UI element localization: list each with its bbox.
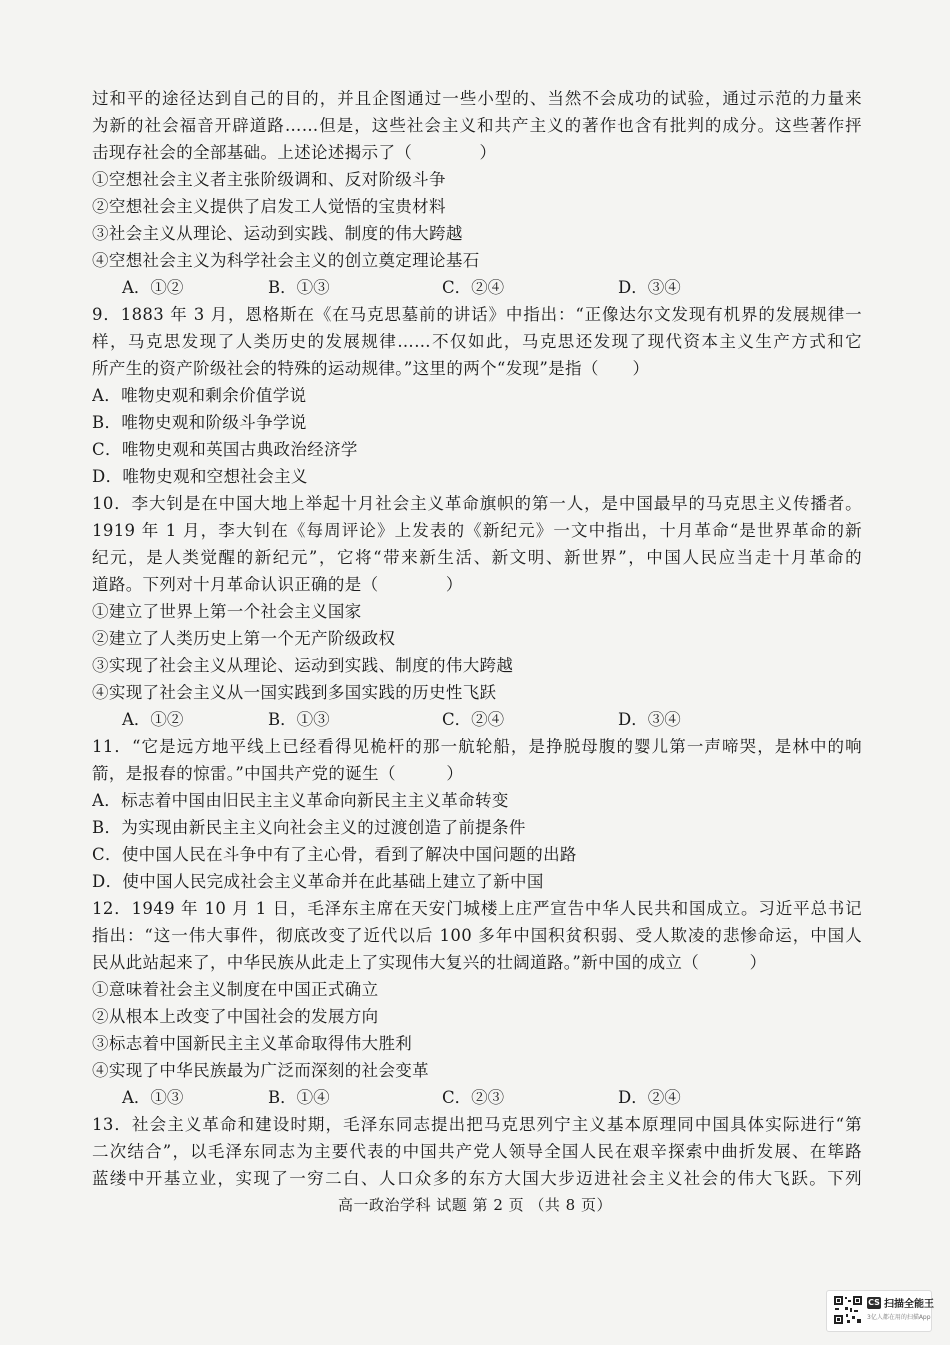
option-c: C．使中国人民在斗争中有了主心骨，看到了解决中国问题的出路 [92, 845, 577, 864]
statement-2: ②空想社会主义提供了启发工人觉悟的宝贵材料 [92, 197, 446, 216]
question-12: 12．1949 年 10 月 1 日，毛泽东主席在天安门城楼上庄严宣告中华人民共和国成立。习近平总书记 [92, 899, 862, 918]
option-c: C．唯物史观和英国古典政治经济学 [92, 440, 358, 459]
scanner-tagline: 3亿人都在用的扫描App [867, 1314, 931, 1321]
option-a: A．唯物史观和剩余价值学说 [92, 386, 307, 405]
statement-4: ④实现了中华民族最为广泛而深刻的社会变革 [92, 1061, 429, 1080]
text-line: 1919 年 1 月，李大钊在《每周评论》上发表的《新纪元》一文中指出，十月革命“是世界革命的新 [92, 521, 862, 540]
statement-1: ①意味着社会主义制度在中国正式确立 [92, 980, 379, 999]
option-c: C．②④ [442, 710, 505, 729]
statement-3: ③标志着中国新民主主义革命取得伟大胜利 [92, 1034, 413, 1053]
text-line: 蓝缕中开基立业，实现了一穷二白、人口众多的东方大国大步迈进社会主义社会的伟大飞跃。下列 [92, 1169, 862, 1188]
option-b: B．①④ [268, 1088, 330, 1107]
statement-4: ④实现了社会主义从一国实践到多国实践的历史性飞跃 [92, 683, 497, 702]
statement-3: ③社会主义从理论、运动到实践、制度的伟大跨越 [92, 224, 463, 243]
options-row-q10 [92, 707, 862, 733]
option-d: D．使中国人民完成社会主义革命并在此基础上建立了新中国 [92, 872, 544, 891]
qr-code-icon [833, 1295, 863, 1325]
option-b: B．为实现由新民主主义向社会主义的过渡创造了前提条件 [92, 818, 526, 837]
text-line: 纪元，是人类觉醒的新纪元”，它将“带来新生活、新文明、新世界”，中国人民应当走十月革命的 [92, 548, 862, 567]
statement-3: ③实现了社会主义从理论、运动到实践、制度的伟大跨越 [92, 656, 514, 675]
text-line: 道路。下列对十月革命认识正确的是（ ） [92, 575, 463, 594]
option-d: D．③④ [618, 278, 681, 297]
option-b: B．①③ [268, 710, 330, 729]
option-a: A．①③ [122, 1088, 184, 1107]
option-d: D．②④ [618, 1088, 681, 1107]
option-a: A．①② [122, 278, 184, 297]
text-line: 击现存社会的全部基础。上述论述揭示了（ ） [92, 143, 497, 162]
question-13: 13．社会主义革命和建设时期，毛泽东同志提出把马克思列宁主义基本原理同中国具体实际进行“第 [92, 1115, 862, 1134]
text-line: 指出：“这一伟大事件，彻底改变了近代以后 100 多年中国积贫积弱、受人欺凌的悲惨命运，中国人 [92, 926, 862, 945]
option-c: C．②④ [442, 278, 505, 297]
options-row-q12 [92, 1085, 862, 1111]
option-a: A．①② [122, 710, 184, 729]
option-b: B．唯物史观和阶级斗争学说 [92, 413, 307, 432]
text-line: 样，马克思发现了人类历史的发展规律……不仅如此，马克思还发现了现代资本主义生产方式和它 [92, 332, 862, 351]
text-line: 箭，是报春的惊雷。”中国共产党的诞生（ ） [92, 764, 464, 783]
text-line: 民从此站起来了，中华民族从此走上了实现伟大复兴的壮阔道路。”新中国的成立（ ） [92, 953, 767, 972]
text-line: 过和平的途径达到自己的目的，并且企图通过一些小型的、当然不会成功的试验，通过示范的力量来 [92, 89, 862, 108]
option-a: A．标志着中国由旧民主主义革命向新民主主义革命转变 [92, 791, 509, 810]
statement-1: ①空想社会主义者主张阶级调和、反对阶级斗争 [92, 170, 446, 189]
text-line: 为新的社会福音开辟道路……但是，这些社会主义和共产主义的著作也含有批判的成分。这些著作抨 [92, 116, 862, 135]
statement-2: ②从根本上改变了中国社会的发展方向 [92, 1007, 379, 1026]
question-9: 9．1883 年 3 月，恩格斯在《在马克思墓前的讲话》中指出：“正像达尔文发现有机界的发展规律一 [92, 305, 862, 324]
camscanner-logo: CS [868, 1298, 880, 1307]
text-line: 所产生的资产阶级社会的特殊的运动规律。”这里的两个“发现”是指（ ） [92, 359, 650, 378]
question-11: 11．“它是远方地平线上已经看得见桅杆的那一航轮船，是挣脱母腹的婴儿第一声啼哭，是林中的响 [92, 737, 862, 756]
question-10: 10．李大钊是在中国大地上举起十月社会主义革命旗帜的第一人，是中国最早的马克思主义传播者。 [92, 494, 862, 513]
options-row-q8 [92, 275, 862, 301]
option-d: D．③④ [618, 710, 681, 729]
statement-2: ②建立了人类历史上第一个无产阶级政权 [92, 629, 396, 648]
option-c: C．②③ [442, 1088, 505, 1107]
option-d: D．唯物史观和空想社会主义 [92, 467, 308, 486]
scanner-watermark [826, 1290, 932, 1332]
statement-4: ④空想社会主义为科学社会主义的创立奠定理论基石 [92, 251, 480, 270]
statement-1: ①建立了世界上第一个社会主义国家 [92, 602, 362, 621]
scanner-brand: 扫描全能王 [884, 1299, 934, 1310]
text-line: 二次结合”，以毛泽东同志为主要代表的中国共产党人领导全国人民在艰辛探索中曲折发展、在筚路 [92, 1142, 862, 1161]
page-footer: 高一政治学科 试题 第 2 页 （共 8 页） [338, 1196, 612, 1214]
option-b: B．①③ [268, 278, 330, 297]
